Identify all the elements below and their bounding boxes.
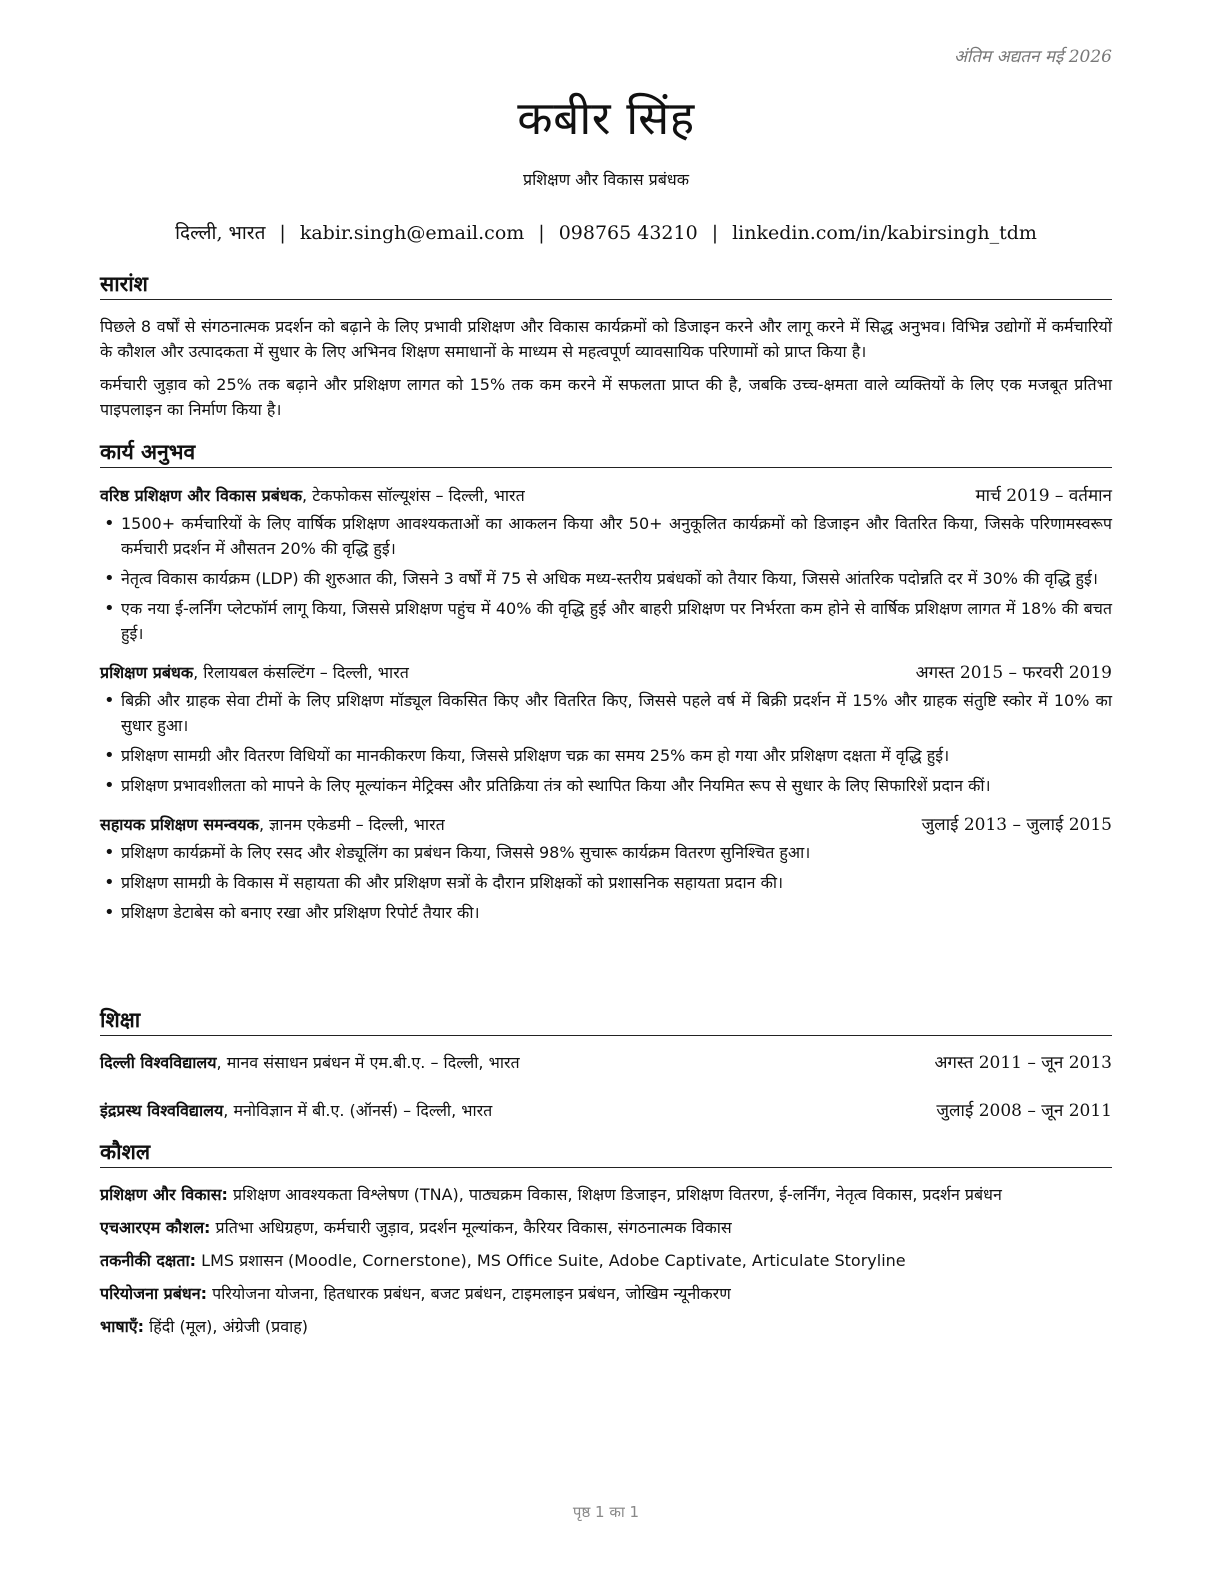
skill-label: भाषाएँ: — [100, 1317, 145, 1336]
job-title: प्रशिक्षण प्रबंधक — [100, 663, 194, 682]
bullet-item: • 1500+ कर्मचारियों के लिए वार्षिक प्रशिक्षण आवश्यकताओं का आकलन किया और 50+ अनुकूलित कार्यक्रमों को डिजाइन और वितरित किया, जिसके परिणामस्वरूप कर्मचारी प्रदर्शन में औसतन 20% की वृद्धि हुई। — [100, 511, 1112, 561]
separator: | — [279, 222, 286, 244]
section-title: शिक्षा — [100, 1006, 1112, 1036]
degree-detail: , मानव संसाधन प्रबंधन में एम.बी.ए. – दिल्ली, भारत — [216, 1053, 520, 1072]
bullet-item: • नेतृत्व विकास कार्यक्रम (LDP) की शुरुआत की, जिसने 3 वर्षों में 75 से अधिक मध्य-स्तरीय प्रबंधकों को तैयार किया, जिससे आंतरिक पदोन्नति दर में 30% की वृद्धि हुई। — [100, 566, 1112, 591]
skill-value: परियोजना योजना, हितधारक प्रबंधन, बजट प्रबंधन, टाइमलाइन प्रबंधन, जोखिम न्यूनीकरण — [207, 1284, 731, 1303]
bullet-item: • प्रशिक्षण डेटाबेस को बनाए रखा और प्रशिक्षण रिपोर्ट तैयार की। — [100, 900, 1112, 925]
job-organization: , टेकफोकस सॉल्यूशंस – दिल्ली, भारत — [302, 486, 525, 505]
summary-paragraph: कर्मचारी जुड़ाव को 25% तक बढ़ाने और प्रशिक्षण लागत को 15% तक कम करने में सफलता प्राप्त की है, जबकि उच्च-क्षमता वाले व्यक्तियों के लिए एक मजबूत प्रतिभा पाइपलाइन का निर्माण किया है। — [100, 375, 1112, 419]
skill-row — [100, 1314, 1112, 1339]
job-bullets — [100, 688, 1112, 798]
job-dates: अगस्त 2015 – फरवरी 2019 — [915, 663, 1112, 683]
job-entry — [100, 660, 1112, 798]
skill-row — [100, 1281, 1112, 1306]
skill-value: प्रतिभा अधिग्रहण, कर्मचारी जुड़ाव, प्रदर्शन मूल्यांकन, कैरियर विकास, संगठनात्मक विकास — [210, 1218, 732, 1237]
school-name: इंद्रप्रस्थ विश्वविद्यालय — [100, 1101, 224, 1120]
bullet-item: • प्रशिक्षण प्रभावशीलता को मापने के लिए मूल्यांकन मेट्रिक्स और प्रतिक्रिया तंत्र को स्थापित किया और नियमित रूप से सुधार के लिए सिफारिशें प्रदान कीं। — [100, 773, 1112, 798]
education-entry — [100, 1050, 1112, 1076]
education-section — [100, 1006, 1112, 1124]
contact-line — [100, 219, 1112, 245]
job-dates: मार्च 2019 – वर्तमान — [975, 486, 1112, 506]
job-entry — [100, 483, 1112, 646]
separator: | — [538, 222, 545, 244]
job-header — [100, 660, 1112, 686]
skill-row — [100, 1248, 1112, 1273]
summary-section — [100, 270, 1112, 422]
last-updated: अंतिम अद्यतन मई 2026 — [953, 47, 1112, 67]
job-header — [100, 812, 1112, 838]
contact-linkedin[interactable]: linkedin.com/in/kabirsingh_tdm — [732, 222, 1037, 244]
skill-label: तकनीकी दक्षता: — [100, 1251, 197, 1270]
section-title: कौशल — [100, 1138, 1112, 1168]
page-number: पृष्ठ 1 का 1 — [572, 1503, 640, 1521]
degree-detail: , मनोविज्ञान में बी.ए. (ऑनर्स) – दिल्ली, भारत — [223, 1101, 493, 1120]
skill-row — [100, 1215, 1112, 1240]
skill-label: प्रशिक्षण और विकास: — [100, 1185, 228, 1204]
job-organization: , रिलायबल कंसल्टिंग – दिल्ली, भारत — [193, 663, 409, 682]
skill-label: परियोजना प्रबंधन: — [100, 1284, 208, 1303]
job-title: वरिष्ठ प्रशिक्षण और विकास प्रबंधक — [100, 486, 303, 505]
job-header — [100, 483, 1112, 509]
skill-value: हिंदी (मूल), अंग्रेजी (प्रवाह) — [144, 1317, 309, 1336]
bullet-item: • प्रशिक्षण कार्यक्रमों के लिए रसद और शेड्यूलिंग का प्रबंधन किया, जिससे 98% सुचारू कार्यक्रम वितरण सुनिश्चित हुआ। — [100, 840, 1112, 865]
education-dates: जुलाई 2008 – जून 2011 — [936, 1101, 1112, 1121]
experience-section — [100, 438, 1112, 930]
job-organization: , ज्ञानम एकेडमी – दिल्ली, भारत — [258, 815, 445, 834]
section-title: कार्य अनुभव — [100, 438, 1112, 468]
resume-page — [100, 0, 1112, 1584]
contact-phone: 098765 43210 — [558, 222, 698, 244]
contact-location: दिल्ली, भारत — [175, 222, 266, 244]
job-dates: जुलाई 2013 – जुलाई 2015 — [921, 815, 1112, 835]
job-bullets — [100, 840, 1112, 925]
candidate-name: कबीर सिंह — [517, 91, 695, 145]
headline: प्रशिक्षण और विकास प्रबंधक — [523, 170, 689, 189]
skill-value: LMS प्रशासन (Moodle, Cornerstone), MS Office Suite, Adobe Captivate, Articulate Storyline — [196, 1251, 906, 1270]
skill-row — [100, 1182, 1112, 1207]
bullet-item: • प्रशिक्षण सामग्री और वितरण विधियों का मानकीकरण किया, जिससे प्रशिक्षण चक्र का समय 25% कम हो गया और प्रशिक्षण दक्षता में वृद्धि हुई। — [100, 743, 1112, 768]
skill-label: एचआरएम कौशल: — [100, 1218, 211, 1237]
summary-paragraph: पिछले 8 वर्षों से संगठनात्मक प्रदर्शन को बढ़ाने के लिए प्रभावी प्रशिक्षण और विकास कार्यक्रमों को डिजाइन करने और लागू करने में सिद्ध अनुभव। विभिन्न उद्योगों में कर्मचारियों के कौशल और उत्पादकता में सुधार के लिए अभिनव शिक्षण समाधानों के माध्यम से महत्वपूर्ण व्यावसायिक परिणामों को प्राप्त किया है। — [100, 317, 1112, 361]
separator: | — [711, 222, 719, 244]
section-title: सारांश — [100, 270, 1112, 300]
job-entry — [100, 812, 1112, 925]
bullet-item: • बिक्री और ग्राहक सेवा टीमों के लिए प्रशिक्षण मॉड्यूल विकसित किए और वितरित किए, जिससे पहले वर्ष में बिक्री प्रदर्शन में 15% और ग्राहक संतुष्टि स्कोर में 10% का सुधार हुआ। — [100, 688, 1112, 738]
school-name: दिल्ली विश्वविद्यालय — [100, 1053, 217, 1072]
skill-value: प्रशिक्षण आवश्यकता विश्लेषण (TNA), पाठ्यक्रम विकास, शिक्षण डिजाइन, प्रशिक्षण वितरण, ई-लर्निंग, नेतृत्व विकास, प्रदर्शन प्रबंधन — [227, 1185, 1002, 1204]
contact-email[interactable]: kabir.singh@email.com — [299, 222, 525, 244]
job-title: सहायक प्रशिक्षण समन्वयक — [100, 815, 259, 834]
education-dates: अगस्त 2011 – जून 2013 — [934, 1053, 1112, 1073]
job-bullets — [100, 511, 1112, 646]
skills-list — [100, 1182, 1112, 1339]
bullet-item: • एक नया ई-लर्निंग प्लेटफॉर्म लागू किया, जिससे प्रशिक्षण पहुंच में 40% की वृद्धि हुई और बाहरी प्रशिक्षण पर निर्भरता कम होने से वार्षिक प्रशिक्षण लागत में 18% की बचत हुई। — [100, 596, 1112, 646]
skills-section — [100, 1138, 1112, 1347]
education-entry — [100, 1098, 1112, 1124]
bullet-item: • प्रशिक्षण सामग्री के विकास में सहायता की और प्रशिक्षण सत्रों के दौरान प्रशिक्षकों को प्रशासनिक सहायता प्रदान की। — [100, 870, 1112, 895]
